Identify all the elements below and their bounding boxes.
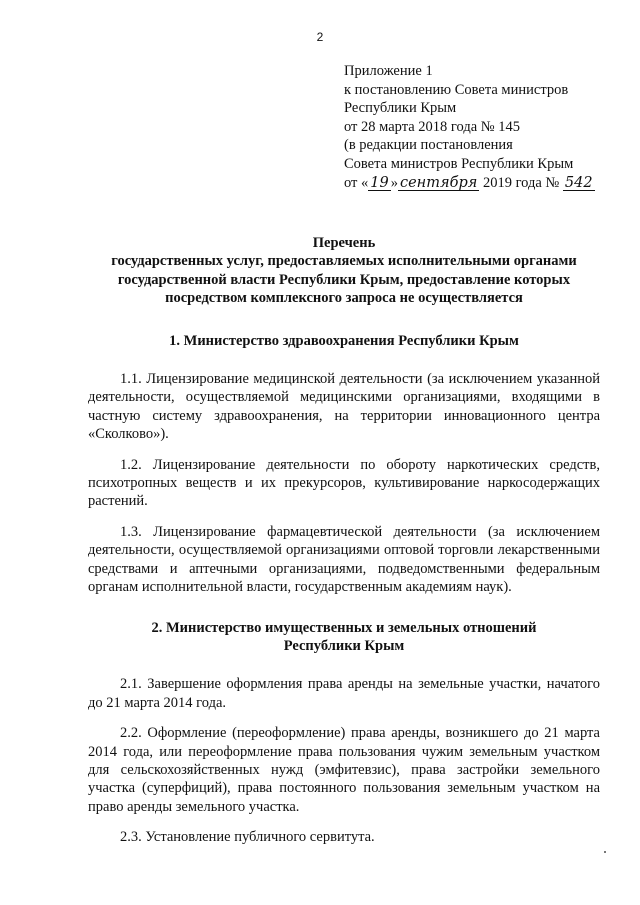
annex-line-3: Республики Крым [344, 100, 457, 117]
handwritten-month: сентября [399, 174, 478, 191]
annex-line-5: (в редакции постановления [344, 137, 513, 154]
annex-line-4: от 28 марта 2018 года № 145 [344, 118, 520, 135]
section-2-heading [88, 619, 600, 656]
document-title-lead: Перечень [312, 235, 376, 251]
item-2-3: 2.3. Установление публичного сервитута. [120, 829, 375, 846]
annex-date-quote: » [390, 174, 398, 191]
section-2-heading-line-1: 2. Министерство имущественных и земельных отношений [151, 619, 537, 636]
page-number: 2 [316, 30, 324, 44]
item-2-2: 2.2. Оформление (переоформление) права аренды, возникшего до 21 марта 2014 года, или переоформление права пользования чужим земельным участком для сельскохозяйственных нужд (эмфитевзис), права застройки земельного участка (суперфиций), права постоянного пользования земельным участком на право аренды земельного участка. [88, 725, 600, 815]
annex-block [344, 62, 614, 192]
document-body [88, 234, 600, 847]
annex-line-1: Приложение 1 [344, 63, 433, 79]
scan-dot [604, 851, 606, 853]
annex-line-6: Совета министров Республики Крым [344, 155, 574, 172]
item-1-1: 1.1. Лицензирование медицинской деятельности (за исключением указанной деятельности, осуществляемой медицинскими организациями, входящими в частную систему здравоохранения, на территории инновационного центра «Сколково»). [88, 371, 600, 443]
section-2-heading-line-2: Республики Крым [283, 637, 405, 654]
section-1-heading: 1. Министерство здравоохранения Республики Крым [169, 332, 519, 349]
annex-date-line [344, 174, 614, 193]
document-title-body: государственных услуг, предоставляемых исполнительными органами государственной власти Республики Крым, предоставление которых посредством комплексного запроса не осуществляется [111, 253, 577, 307]
item-1-3: 1.3. Лицензирование фармацевтической деятельности (за исключением деятельности, осуществляемой организациями оптовой торговли лекарственными средствами и аптечными организациями, подведомственными федеральным органам исполнительной власти, государственным академиям наук). [88, 523, 600, 596]
annex-line-2: к постановлению Совета министров [344, 81, 569, 98]
handwritten-number: 542 [564, 174, 593, 191]
item-2-1: 2.1. Завершение оформления права аренды на земельные участки, начатого до 21 марта 2014 года. [88, 676, 600, 711]
annex-date-prefix: от « [344, 174, 369, 191]
item-1-2: 1.2. Лицензирование деятельности по обороту наркотических средств, психотропных веществ и их прекурсоров, культивирование наркосодержащих растений. [88, 456, 600, 510]
document-title [88, 234, 600, 308]
handwritten-day: 19 [370, 174, 389, 191]
annex-date-year: 2019 года № [482, 174, 560, 191]
